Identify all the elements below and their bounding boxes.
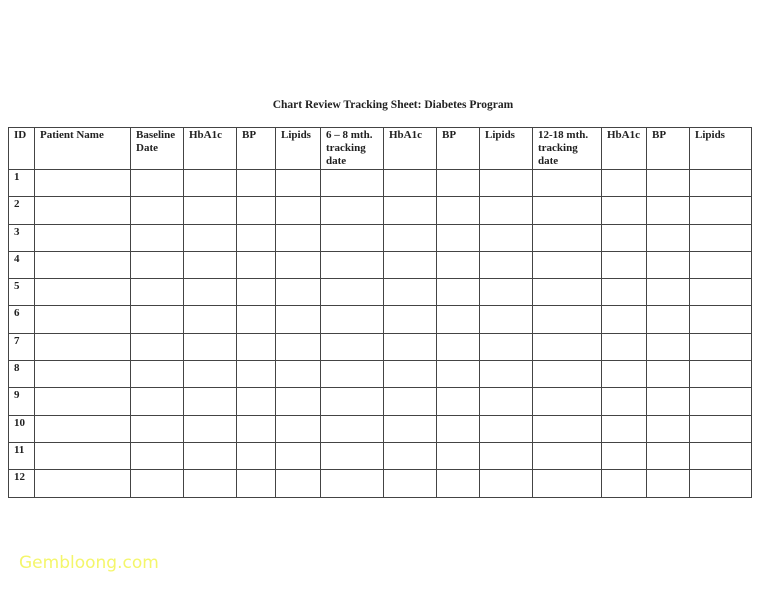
tracking-table	[8, 127, 752, 498]
table-cell[interactable]	[690, 470, 752, 497]
table-cell[interactable]	[437, 224, 480, 251]
table-cell[interactable]	[384, 197, 437, 224]
table-cell[interactable]	[690, 306, 752, 333]
column-header: BP	[647, 128, 690, 170]
table-cell[interactable]	[533, 333, 602, 360]
table-cell[interactable]	[184, 415, 237, 442]
table-cell[interactable]	[276, 388, 321, 415]
table-cell[interactable]	[184, 361, 237, 388]
table-cell[interactable]	[276, 279, 321, 306]
table-cell[interactable]	[35, 251, 131, 278]
table-cell[interactable]	[602, 279, 647, 306]
table-cell[interactable]	[480, 388, 533, 415]
table-cell[interactable]	[480, 306, 533, 333]
table-cell[interactable]	[480, 361, 533, 388]
table-cell[interactable]	[131, 251, 184, 278]
table-cell[interactable]	[647, 333, 690, 360]
table-cell[interactable]	[237, 333, 276, 360]
table-cell[interactable]	[690, 251, 752, 278]
table-cell[interactable]	[602, 415, 647, 442]
table-cell[interactable]	[321, 442, 384, 469]
table-cell[interactable]	[131, 306, 184, 333]
table-cell[interactable]	[131, 470, 184, 497]
table-cell[interactable]	[35, 333, 131, 360]
row-id: 4	[9, 251, 35, 278]
table-cell[interactable]	[384, 170, 437, 197]
column-header: Lipids	[276, 128, 321, 170]
table-cell[interactable]	[480, 415, 533, 442]
column-header: Lipids	[480, 128, 533, 170]
table-row	[9, 470, 752, 497]
table-cell[interactable]	[647, 388, 690, 415]
table-row	[9, 388, 752, 415]
table-cell[interactable]	[321, 279, 384, 306]
table-cell[interactable]	[237, 224, 276, 251]
table-cell[interactable]	[480, 279, 533, 306]
table-cell[interactable]	[690, 279, 752, 306]
table-cell[interactable]	[690, 361, 752, 388]
table-cell[interactable]	[321, 170, 384, 197]
table-row	[9, 197, 752, 224]
table-cell[interactable]	[131, 361, 184, 388]
table-cell[interactable]	[647, 361, 690, 388]
table-cell[interactable]	[480, 197, 533, 224]
table-cell[interactable]	[276, 415, 321, 442]
table-cell[interactable]	[480, 170, 533, 197]
table-cell[interactable]	[690, 170, 752, 197]
table-row	[9, 442, 752, 469]
table-cell[interactable]	[184, 224, 237, 251]
table-cell[interactable]	[533, 197, 602, 224]
column-header: 6 – 8 mth. tracking date	[321, 128, 384, 170]
table-cell[interactable]	[321, 361, 384, 388]
table-cell[interactable]	[437, 251, 480, 278]
table-cell[interactable]	[184, 470, 237, 497]
table-cell[interactable]	[321, 388, 384, 415]
watermark: Gembloong.com	[19, 553, 159, 573]
table-cell[interactable]	[384, 333, 437, 360]
table-cell[interactable]	[437, 170, 480, 197]
table-cell[interactable]	[184, 333, 237, 360]
table-cell[interactable]	[480, 333, 533, 360]
table-cell[interactable]	[437, 388, 480, 415]
table-cell[interactable]	[602, 170, 647, 197]
table-cell[interactable]	[384, 279, 437, 306]
table-cell[interactable]	[602, 224, 647, 251]
table-cell[interactable]	[602, 361, 647, 388]
row-id: 8	[9, 361, 35, 388]
table-cell[interactable]	[533, 279, 602, 306]
table-cell[interactable]	[35, 197, 131, 224]
table-cell[interactable]	[384, 251, 437, 278]
table-cell[interactable]	[647, 279, 690, 306]
row-id: 7	[9, 333, 35, 360]
table-cell[interactable]	[184, 197, 237, 224]
table-cell[interactable]	[237, 306, 276, 333]
column-header: Patient Name	[35, 128, 131, 170]
table-cell[interactable]	[131, 388, 184, 415]
table-cell[interactable]	[184, 442, 237, 469]
table-cell[interactable]	[533, 415, 602, 442]
table-cell[interactable]	[602, 442, 647, 469]
table-cell[interactable]	[321, 306, 384, 333]
table-cell[interactable]	[321, 251, 384, 278]
table-cell[interactable]	[35, 470, 131, 497]
table-cell[interactable]	[480, 442, 533, 469]
table-cell[interactable]	[35, 306, 131, 333]
table-cell[interactable]	[35, 361, 131, 388]
table-cell[interactable]	[184, 306, 237, 333]
table-cell[interactable]	[35, 279, 131, 306]
table-cell[interactable]	[647, 197, 690, 224]
table-cell[interactable]	[35, 224, 131, 251]
table-cell[interactable]	[237, 442, 276, 469]
table-cell[interactable]	[276, 170, 321, 197]
table-cell[interactable]	[437, 415, 480, 442]
table-cell[interactable]	[321, 224, 384, 251]
table-row	[9, 251, 752, 278]
row-id: 12	[9, 470, 35, 497]
table-cell[interactable]	[321, 415, 384, 442]
table-cell[interactable]	[602, 251, 647, 278]
table-cell[interactable]	[276, 224, 321, 251]
table-row	[9, 333, 752, 360]
row-id: 6	[9, 306, 35, 333]
table-cell[interactable]	[384, 306, 437, 333]
table-cell[interactable]	[480, 251, 533, 278]
table-cell[interactable]	[276, 361, 321, 388]
table-cell[interactable]	[237, 170, 276, 197]
table-cell[interactable]	[690, 388, 752, 415]
table-cell[interactable]	[131, 333, 184, 360]
table-cell[interactable]	[533, 361, 602, 388]
table-cell[interactable]	[533, 251, 602, 278]
column-header: HbA1c	[184, 128, 237, 170]
row-id: 11	[9, 442, 35, 469]
table-cell[interactable]	[237, 470, 276, 497]
table-row	[9, 361, 752, 388]
table-row	[9, 224, 752, 251]
column-header: 12-18 mth. tracking date	[533, 128, 602, 170]
table-cell[interactable]	[602, 306, 647, 333]
sheet-title: Chart Review Tracking Sheet: Diabetes Program	[272, 99, 514, 111]
table-cell[interactable]	[384, 415, 437, 442]
column-header: BP	[237, 128, 276, 170]
header-row	[9, 128, 752, 170]
table-cell[interactable]	[533, 442, 602, 469]
table-cell[interactable]	[237, 279, 276, 306]
table-cell[interactable]	[647, 251, 690, 278]
table-cell[interactable]	[533, 170, 602, 197]
table-cell[interactable]	[184, 251, 237, 278]
row-id: 9	[9, 388, 35, 415]
column-header: Baseline Date	[131, 128, 184, 170]
table-row	[9, 170, 752, 197]
table-cell[interactable]	[690, 442, 752, 469]
table-cell[interactable]	[384, 224, 437, 251]
table-cell[interactable]	[131, 415, 184, 442]
table-row	[9, 279, 752, 306]
table-cell[interactable]	[276, 442, 321, 469]
table-row	[9, 306, 752, 333]
table-cell[interactable]	[647, 306, 690, 333]
table-cell[interactable]	[384, 470, 437, 497]
table-cell[interactable]	[276, 333, 321, 360]
table-cell[interactable]	[602, 388, 647, 415]
table-cell[interactable]	[237, 388, 276, 415]
table-cell[interactable]	[480, 470, 533, 497]
table-cell[interactable]	[437, 306, 480, 333]
table-cell[interactable]	[237, 361, 276, 388]
row-id: 3	[9, 224, 35, 251]
table-cell[interactable]	[276, 470, 321, 497]
column-header: ID	[9, 128, 35, 170]
table-cell[interactable]	[647, 170, 690, 197]
column-header: BP	[437, 128, 480, 170]
table-cell[interactable]	[321, 197, 384, 224]
table-cell[interactable]	[276, 306, 321, 333]
table-cell[interactable]	[602, 470, 647, 497]
table-cell[interactable]	[690, 415, 752, 442]
table-cell[interactable]	[321, 470, 384, 497]
table-cell[interactable]	[237, 415, 276, 442]
table-cell[interactable]	[35, 170, 131, 197]
column-header: HbA1c	[384, 128, 437, 170]
table-cell[interactable]	[690, 197, 752, 224]
table-cell[interactable]	[602, 197, 647, 224]
table-cell[interactable]	[184, 279, 237, 306]
table-cell[interactable]	[276, 251, 321, 278]
table-cell[interactable]	[276, 197, 321, 224]
table-cell[interactable]	[131, 442, 184, 469]
table-cell[interactable]	[35, 415, 131, 442]
row-id: 5	[9, 279, 35, 306]
column-header: HbA1c	[602, 128, 647, 170]
table-cell[interactable]	[35, 442, 131, 469]
column-header: Lipids	[690, 128, 752, 170]
table-cell[interactable]	[533, 306, 602, 333]
table-cell[interactable]	[602, 333, 647, 360]
table-cell[interactable]	[384, 442, 437, 469]
table-cell[interactable]	[533, 470, 602, 497]
table-cell[interactable]	[437, 197, 480, 224]
row-id: 1	[9, 170, 35, 197]
table-cell[interactable]	[690, 333, 752, 360]
table-cell[interactable]	[131, 170, 184, 197]
table-cell[interactable]	[437, 442, 480, 469]
table-cell[interactable]	[437, 279, 480, 306]
table-cell[interactable]	[35, 388, 131, 415]
table-cell[interactable]	[184, 388, 237, 415]
table-cell[interactable]	[437, 333, 480, 360]
table-cell[interactable]	[533, 388, 602, 415]
table-cell[interactable]	[690, 224, 752, 251]
table-cell[interactable]	[321, 333, 384, 360]
table-cell[interactable]	[533, 224, 602, 251]
table-cell[interactable]	[647, 224, 690, 251]
table-cell[interactable]	[131, 279, 184, 306]
table-cell[interactable]	[437, 470, 480, 497]
row-id: 2	[9, 197, 35, 224]
table-cell[interactable]	[647, 415, 690, 442]
table-row	[9, 415, 752, 442]
table-cell[interactable]	[647, 470, 690, 497]
table-cell[interactable]	[237, 197, 276, 224]
table-cell[interactable]	[480, 224, 533, 251]
table-cell[interactable]	[131, 224, 184, 251]
table-cell[interactable]	[647, 442, 690, 469]
table-cell[interactable]	[384, 388, 437, 415]
row-id: 10	[9, 415, 35, 442]
table-cell[interactable]	[437, 361, 480, 388]
table-cell[interactable]	[237, 251, 276, 278]
table-cell[interactable]	[131, 197, 184, 224]
table-cell[interactable]	[384, 361, 437, 388]
table-cell[interactable]	[184, 170, 237, 197]
